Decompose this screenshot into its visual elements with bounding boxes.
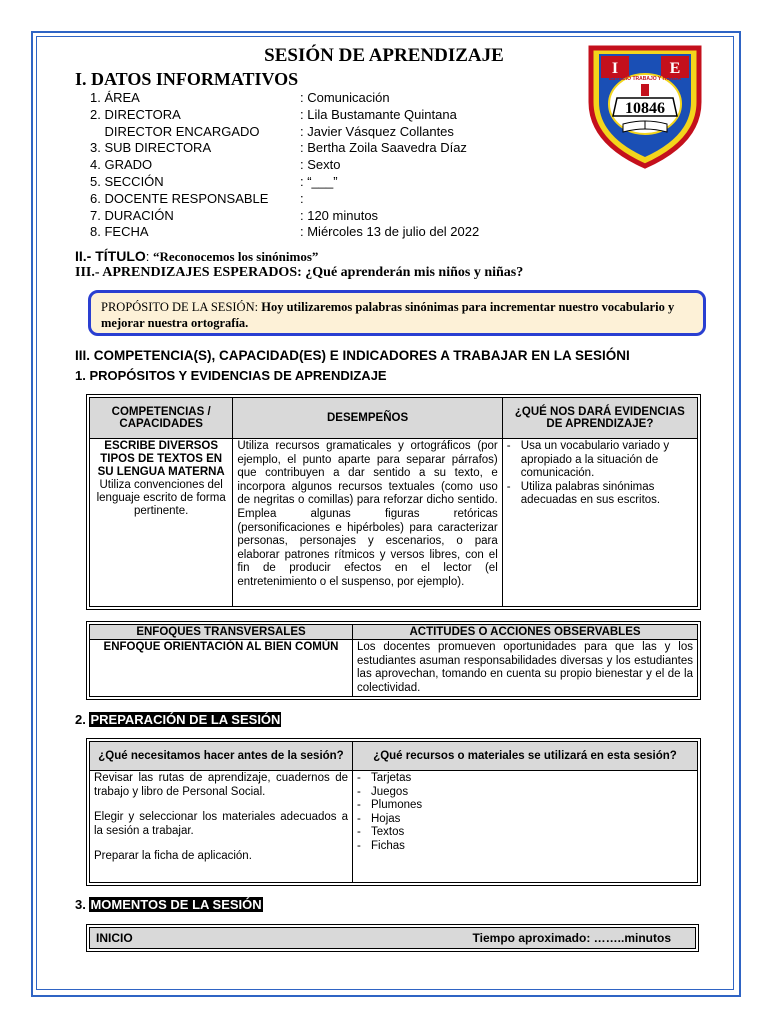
- table-header: DESEMPEÑOS: [233, 398, 502, 439]
- table-header: ¿QUÉ NOS DARÁ EVIDENCIAS DE APRENDIZAJE?: [502, 398, 697, 439]
- preparacion-title: PREPARACIÓN DE LA SESIÓN: [90, 712, 281, 727]
- info-value: :: [300, 190, 304, 206]
- competencia-cell: [90, 439, 233, 607]
- table-header: ¿Qué recursos o materiales se utilizará en esta sesión?: [353, 742, 698, 771]
- datos-informativos-heading: I. DATOS INFORMATIVOS: [75, 69, 299, 89]
- antes-item: Revisar las rutas de aprendizaje, cuadernos de trabajo y libro de Personal Social.: [94, 772, 348, 798]
- propositos-evidencias-heading: 1. PROPÓSITOS Y EVIDENCIAS DE APRENDIZAJE: [75, 368, 387, 383]
- antes-item: Preparar la ficha de aplicación.: [94, 850, 252, 863]
- propositos-table: [89, 397, 698, 607]
- inicio-tiempo: Tiempo aproximado: ……..minutos: [472, 931, 671, 945]
- recurso-text: Hojas: [371, 812, 401, 825]
- desempeno-cell: Utiliza recursos gramaticales y ortográficos (por ejemplo, el punto aparte para separar párrafos) que contribuyen a dar sentido a su texto, e incorpora algunos recursos textuales (como uso de negritas o comillas) para reforzar dicho sentido. Emplea algunas figuras retóricas (personificaciones e hipérboles) para caracterizar personas, personajes y escenarios, o para elaborar patrones rítmicos y versos libres, con el fin de producir efectos en el lector (el entretenimiento o el suspenso, por ejemplo).: [233, 439, 502, 607]
- recurso-text: Fichas: [371, 839, 405, 852]
- info-row: [90, 157, 479, 174]
- list-item: - Plumones: [357, 799, 423, 812]
- crest-motto: ESTUDIO TRABAJO Y HONOR: [608, 76, 682, 82]
- evidencia-text: Utiliza palabras sinónimas adecuadas en sus escritos.: [520, 480, 661, 507]
- list-item: - Hojas: [357, 812, 401, 825]
- aprendizajes-esperados-heading: III.- APRENDIZAJES ESPERADOS: ¿Qué aprenderán mis niños y niñas?: [75, 265, 524, 280]
- preparacion-number: 2.: [75, 712, 90, 727]
- preparacion-table: [89, 741, 698, 883]
- titulo-line: [75, 248, 318, 265]
- list-item: - Juegos: [357, 785, 409, 798]
- proposito-text: Hoy utilizaremos palabras sinónimas para incrementar nuestro vocabulario y mejorar nuestra ortografía.: [101, 300, 675, 330]
- titulo-value: “Reconocemos los sinónimos”: [153, 249, 319, 264]
- info-label: 2. DIRECTORA: [90, 106, 181, 122]
- info-label: 4. GRADO: [90, 157, 153, 173]
- info-row: [90, 140, 479, 157]
- document-title: SESIÓN DE APRENDIZAJE: [264, 45, 504, 66]
- antes-cell: [90, 771, 353, 883]
- info-row: [90, 174, 479, 191]
- info-label: 1. ÁREA: [90, 90, 140, 105]
- table-header: ACTITUDES O ACCIONES OBSERVABLES: [353, 625, 698, 640]
- info-value: : Sexto: [300, 157, 341, 173]
- datos-informativos-list: [90, 90, 479, 241]
- momentos-number: 3.: [75, 897, 90, 912]
- recursos-cell: [353, 771, 698, 883]
- info-value: : Bertha Zoila Saavedra Díaz: [300, 140, 467, 156]
- enfoque-cell: ENFOQUE ORIENTACIÓN AL BIEN COMÚN: [90, 640, 353, 697]
- info-value: : Lila Bustamante Quintana: [300, 106, 457, 122]
- antes-item: Elegir y seleccionar los materiales adecuados a la sesión a trabajar.: [94, 811, 348, 837]
- evidencia-text: Usa un vocabulario variado y apropiado a la situación de comunicación.: [520, 440, 670, 480]
- crest-letter-right: E: [669, 60, 681, 77]
- recurso-text: Plumones: [371, 799, 423, 812]
- info-row: [90, 90, 479, 107]
- momentos-heading: [75, 897, 263, 912]
- info-label: 8. FECHA: [90, 224, 149, 240]
- competencias-heading: III. COMPETENCIA(S), CAPACIDAD(ES) E INDICADORES A TRABAJAR EN LA SESIÓNI: [75, 348, 630, 363]
- inicio-bar: [89, 927, 696, 949]
- info-label: DIRECTOR ENCARGADO: [90, 123, 260, 139]
- recurso-text: Juegos: [371, 785, 409, 798]
- info-value: : Miércoles 13 de julio del 2022: [300, 224, 480, 240]
- info-row: [90, 224, 479, 241]
- competencia-name: ESCRIBE DIVERSOS TIPOS DE TEXTOS EN SU LENGUA MATERNA: [97, 440, 225, 478]
- info-value: : 120 minutos: [300, 207, 379, 223]
- inicio-label: INICIO: [96, 931, 133, 945]
- table-header: ¿Qué necesitamos hacer antes de la sesión?: [90, 742, 353, 771]
- enfoques-table: [89, 624, 698, 697]
- proposito-box: [88, 290, 706, 336]
- info-row: [90, 107, 479, 124]
- list-item: - Utiliza palabras sinónimas adecuadas en sus escritos.: [507, 481, 693, 508]
- crest-letter-left: I: [611, 60, 619, 77]
- recurso-text: Tarjetas: [371, 772, 412, 784]
- crest-number: 10846: [625, 100, 665, 117]
- momentos-title: MOMENTOS DE LA SESIÓN: [90, 897, 262, 912]
- info-row: [90, 208, 479, 225]
- list-item: - Tarjetas: [357, 772, 412, 784]
- info-value: : “___”: [300, 173, 338, 189]
- proposito-label: PROPÓSITO DE LA SESIÓN:: [101, 300, 262, 314]
- school-crest-logo: [583, 42, 707, 172]
- info-label: 7. DURACIÓN: [90, 207, 174, 223]
- list-item: - Textos: [357, 826, 405, 839]
- list-item: - Usa un vocabulario variado y apropiado a la situación de comunicación.: [507, 440, 693, 481]
- info-row: [90, 191, 479, 208]
- capacidad-text: Utiliza convenciones del lenguaje escrito de forma pertinente.: [96, 479, 226, 517]
- recurso-text: Textos: [371, 826, 405, 839]
- titulo-key: II.- TÍTULO: [75, 248, 146, 264]
- info-label: 5. SECCIÓN: [90, 173, 164, 189]
- table-header: COMPETENCIAS / CAPACIDADES: [90, 398, 233, 439]
- evidencias-cell: [502, 439, 697, 607]
- info-label: 6. DOCENTE RESPONSABLE: [90, 190, 269, 206]
- info-value: : Javier Vásquez Collantes: [300, 123, 454, 139]
- titulo-colon: :: [145, 249, 153, 264]
- preparacion-heading: [75, 712, 281, 727]
- actitud-cell: Los docentes promueven oportunidades para que las y los estudiantes asuman responsabilidades diversas y los estudiantes las aprovechan, tomando en cuenta su propio bienestar y el de la colectividad.: [353, 640, 698, 697]
- table-header: ENFOQUES TRANSVERSALES: [90, 625, 353, 640]
- info-label: 3. SUB DIRECTORA: [90, 140, 212, 156]
- info-value: : Comunicación: [300, 90, 390, 105]
- info-row: [90, 124, 479, 141]
- list-item: - Fichas: [357, 839, 405, 852]
